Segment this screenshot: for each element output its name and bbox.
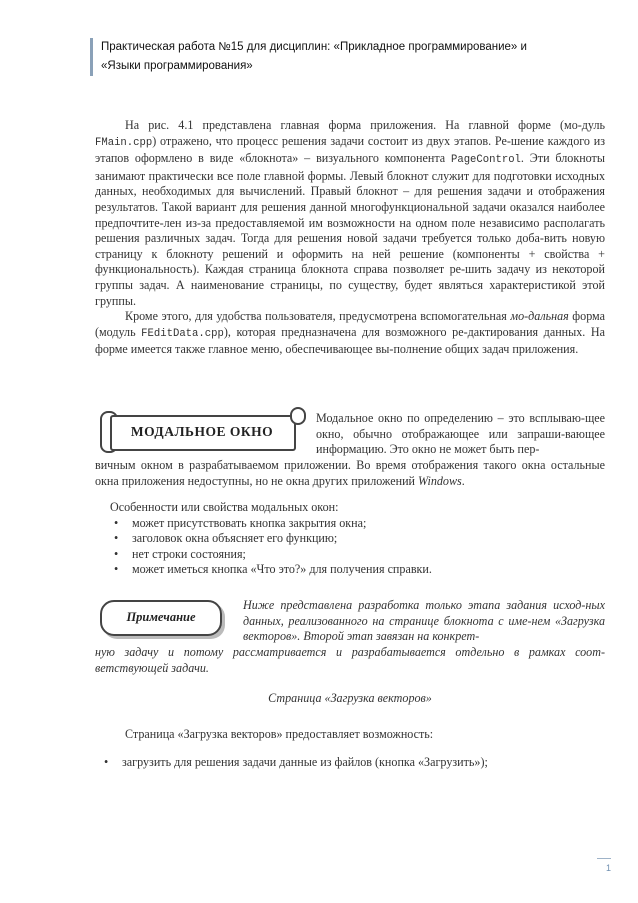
- modal-definition-continued: [95, 458, 605, 489]
- modal-window-scroll-label: [100, 413, 300, 451]
- note-text-continued: ную задачу и потому рассматривается и разрабатывается отдельно в рамках соот-ветствующей задачи.: [95, 645, 605, 675]
- text-run: .: [461, 473, 465, 488]
- header-line-1: Практическая работа №15 для дисциплин: «Прикладное программирование» и: [101, 41, 527, 53]
- section-title: Страница «Загрузка векторов»: [268, 691, 432, 705]
- paragraph-modal-form: [95, 309, 605, 358]
- section-bullets: [100, 755, 605, 771]
- note-label: Примечание: [126, 610, 196, 624]
- modal-features: [110, 500, 605, 578]
- note-text-side: Ниже представлена разработка только этапа задания исход-ных данных, реализованного на странице блокнота с име-нем «Загрузка векторов». Второй этап завязан на конкрет-: [243, 598, 605, 644]
- scroll-curl-right: [290, 407, 306, 425]
- features-list: [110, 516, 605, 578]
- text-run: ) отражено, что процесс решения задачи состоит из двух этапов. Ре-шение каждого из этапов оформлено в виде «блокнота» – визуального компонента: [95, 133, 605, 166]
- code-fmain: FMain.cpp: [95, 136, 153, 149]
- paragraph-main-form: [95, 118, 605, 309]
- section-bullet-list: [100, 755, 605, 771]
- text-run: ), которая предназначена для возможного ре-дактирования данных. На форме имеется также главное меню, обеспечивающее вы-полнение общих задач приложения.: [95, 324, 605, 357]
- code-feditdata: FEditData.cpp: [141, 327, 224, 340]
- feature-item: • может иметься кнопка «Что это?» для получения справки.: [110, 562, 605, 578]
- section-bullet-item: • загрузить для решения задачи данные из файлов (кнопка «Загрузить»);: [100, 755, 605, 771]
- text-run: Кроме этого, для удобства пользователя, предусмотрена вспомогательная: [125, 309, 511, 324]
- document-header: [90, 38, 561, 76]
- section-intro: Страница «Загрузка векторов» предоставляет возможность:: [125, 727, 434, 741]
- text-run: На рис. 4.1 представлена главная форма приложения. На главной форме (мо-дуль: [125, 118, 605, 132]
- scanned-text-top: [95, 118, 605, 358]
- italic-modal: мо-дальная: [510, 309, 569, 324]
- features-intro: Особенности или свойства модальных окон:: [110, 500, 339, 514]
- feature-item: • может присутствовать кнопка закрытия окна;: [110, 516, 605, 532]
- modal-label: МОДАЛЬНОЕ ОКНО: [130, 424, 274, 439]
- header-line-2: «Языки программирования»: [101, 60, 253, 72]
- feature-item: • нет строки состояния;: [110, 547, 605, 563]
- note-label-box: [100, 600, 222, 636]
- text-run: . Эти блокноты занимают практически все поле главной формы. Левый блокнот служит для подготовки исходных данных, необходимых для вычислений. Правый блокнот – для решения задачи и отображения результатов. Такой вариант для решения данной многофункциональной задачи оказался наиболее предпочтите-лен из-за предоставляемой им возможности на одном поле независимо располагать решения различных задач. Тогда для решения новой задачи требуется только доба-вить новую страницу к блокноту решений и оформить на ней решение (компоненты + свойства + функциональность). Каждая страница блокнота справа позволяет ре-шить задачу из некоторой группы задач. А наименование страницы, по существу, будет являться характеристикой этой группы.: [95, 151, 605, 308]
- modal-definition-side: Модальное окно по определению – это всплываю-щее окно, обычно отображающее или запраши-вающее информацию. Это окно не может быть пер-: [316, 411, 605, 457]
- code-pagecontrol: PageControl: [450, 154, 521, 167]
- italic-windows: Windows: [418, 473, 462, 488]
- page-number: 1: [597, 858, 611, 873]
- feature-item: • заголовок окна объясняет его функцию;: [110, 531, 605, 547]
- text-run: форма (модуль: [95, 309, 605, 339]
- text-run: вичным окном в разрабатываемом приложении. Во время отображения такого окна остальные окна приложения недоступны, но не окна других приложений: [95, 458, 605, 488]
